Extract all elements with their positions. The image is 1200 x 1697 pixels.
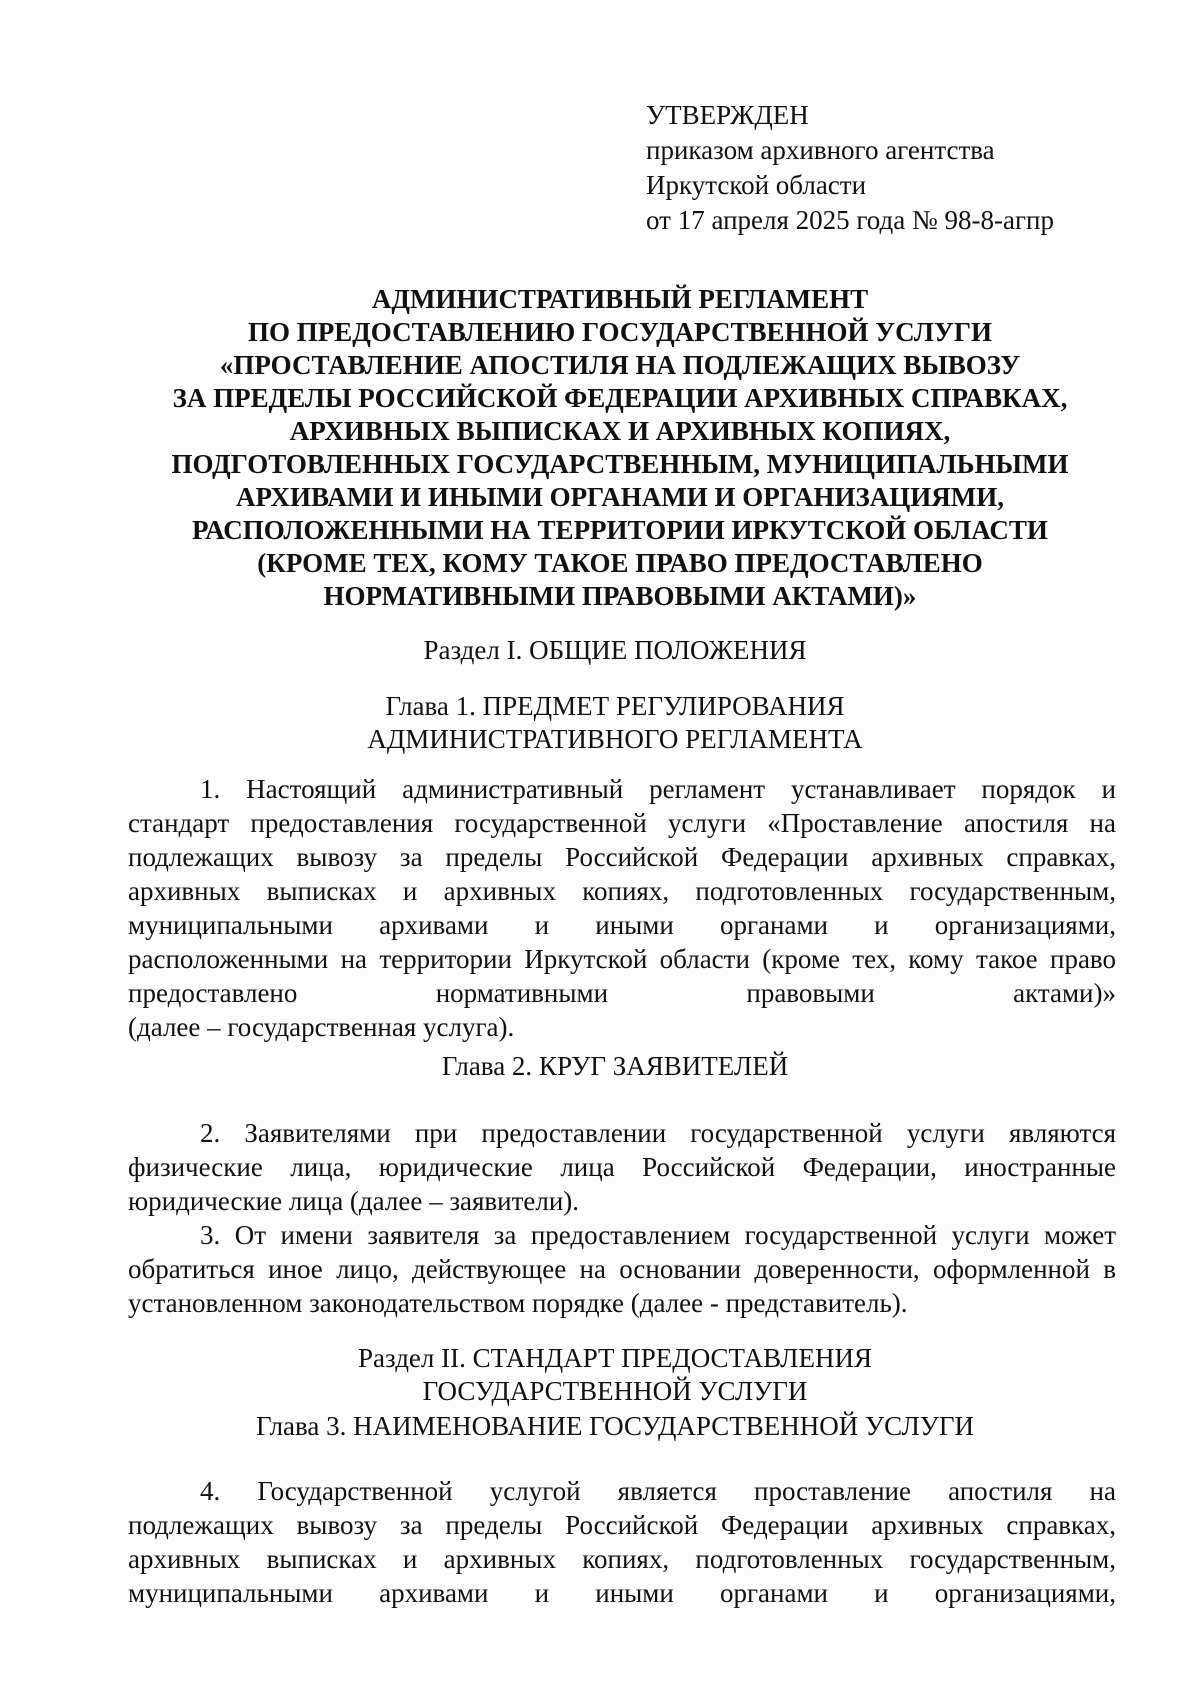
paragraph-line: муниципальными архивами и иными органами и организациями, bbox=[128, 1578, 1116, 1608]
paragraph-1 bbox=[128, 772, 1116, 1044]
section-1-title: Раздел I. ОБЩИЕ ПОЛОЖЕНИЯ bbox=[423, 635, 807, 665]
approval-line-1: приказом архивного агентства bbox=[646, 135, 995, 165]
paragraph-2 bbox=[128, 1116, 1116, 1218]
document-title bbox=[140, 283, 1100, 613]
paragraph-3 bbox=[128, 1218, 1116, 1320]
paragraph-4 bbox=[128, 1474, 1116, 1610]
paragraph-line: юридические лица (далее – заявители). bbox=[128, 1186, 580, 1216]
title-line: ПОДГОТОВЛЕННЫХ ГОСУДАРСТВЕННЫМ, МУНИЦИПАЛЬНЫМИ bbox=[171, 449, 1069, 479]
paragraph-line: предоставлено нормативными правовыми актами)» bbox=[128, 978, 1116, 1008]
chapter-2-heading bbox=[120, 1050, 1110, 1083]
approval-line-3: от 17 апреля 2025 года № 98-8-агпр bbox=[646, 205, 1054, 235]
chapter-1-line-1: Глава 1. ПРЕДМЕТ РЕГУЛИРОВАНИЯ bbox=[385, 691, 845, 721]
paragraph-line: установленном законодательством порядке (далее - представитель). bbox=[128, 1288, 908, 1318]
paragraph-line: стандарт предоставления государственной услуги «Проставление апостиля на bbox=[128, 808, 1116, 838]
chapter-1-line-2: АДМИНИСТРАТИВНОГО РЕГЛАМЕНТА bbox=[367, 724, 863, 754]
paragraph-line: 1. Настоящий административный регламент устанавливает порядок и bbox=[200, 774, 1116, 804]
title-line: (КРОМЕ ТЕХ, КОМУ ТАКОЕ ПРАВО ПРЕДОСТАВЛЕНО bbox=[257, 548, 983, 578]
paragraph-line: 4. Государственной услугой является проставление апостиля на bbox=[200, 1476, 1116, 1506]
paragraph-line: расположенными на территории Иркутской области (кроме тех, кому такое право bbox=[128, 944, 1116, 974]
title-line: АРХИВАМИ И ИНЫМИ ОРГАНАМИ И ОРГАНИЗАЦИЯМИ, bbox=[235, 482, 1005, 512]
title-line: РАСПОЛОЖЕННЫМИ НА ТЕРРИТОРИИ ИРКУТСКОЙ ОБЛАСТИ bbox=[192, 515, 1048, 545]
chapter-2-title: Глава 2. КРУГ ЗАЯВИТЕЛЕЙ bbox=[441, 1051, 789, 1081]
approval-heading: УТВЕРЖДЕН bbox=[646, 100, 809, 130]
approval-block bbox=[646, 98, 1054, 238]
title-line: ПО ПРЕДОСТАВЛЕНИЮ ГОСУДАРСТВЕННОЙ УСЛУГИ bbox=[247, 317, 993, 347]
paragraph-line: подлежащих вывозу за пределы Российской Федерации архивных справках, bbox=[128, 842, 1116, 872]
section-2-line-2: ГОСУДАРСТВЕННОЙ УСЛУГИ bbox=[422, 1376, 808, 1406]
section-2-line-1: Раздел II. СТАНДАРТ ПРЕДОСТАВЛЕНИЯ bbox=[358, 1343, 872, 1373]
paragraph-line: архивных выписках и архивных копиях, подготовленных государственным, bbox=[128, 1544, 1116, 1574]
paragraph-line: 2. Заявителями при предоставлении государственной услуги являются bbox=[200, 1118, 1116, 1148]
section-1-heading bbox=[120, 634, 1110, 667]
title-line: «ПРОСТАВЛЕНИЕ АПОСТИЛЯ НА ПОДЛЕЖАЩИХ ВЫВОЗУ bbox=[219, 350, 1021, 380]
paragraph-line: 3. От имени заявителя за предоставлением государственной услуги может bbox=[200, 1220, 1116, 1250]
title-line: АДМИНИСТРАТИВНЫЙ РЕГЛАМЕНТ bbox=[371, 284, 869, 314]
chapter-1-heading bbox=[120, 690, 1110, 756]
paragraph-line: архивных выписках и архивных копиях, подготовленных государственным, bbox=[128, 876, 1116, 906]
title-line: ЗА ПРЕДЕЛЫ РОССИЙСКОЙ ФЕДЕРАЦИИ АРХИВНЫХ СПРАВКАХ, bbox=[172, 383, 1068, 413]
chapter-3-title: Глава 3. НАИМЕНОВАНИЕ ГОСУДАРСТВЕННОЙ УСЛУГИ bbox=[255, 1411, 974, 1441]
paragraph-line: (далее – государственная услуга). bbox=[128, 1012, 515, 1042]
paragraph-line: обратиться иное лицо, действующее на основании доверенности, оформленной в bbox=[128, 1254, 1116, 1284]
section-2-heading bbox=[120, 1342, 1110, 1408]
paragraph-line: физические лица, юридические лица Российской Федерации, иностранные bbox=[128, 1152, 1116, 1182]
paragraph-line: муниципальными архивами и иными органами и организациями, bbox=[128, 910, 1116, 940]
title-line: НОРМАТИВНЫМИ ПРАВОВЫМИ АКТАМИ)» bbox=[323, 581, 917, 611]
title-line: АРХИВНЫХ ВЫПИСКАХ И АРХИВНЫХ КОПИЯХ, bbox=[289, 416, 951, 446]
chapter-3-heading bbox=[120, 1410, 1110, 1443]
paragraph-line: подлежащих вывозу за пределы Российской Федерации архивных справках, bbox=[128, 1510, 1116, 1540]
approval-line-2: Иркутской области bbox=[646, 170, 867, 200]
